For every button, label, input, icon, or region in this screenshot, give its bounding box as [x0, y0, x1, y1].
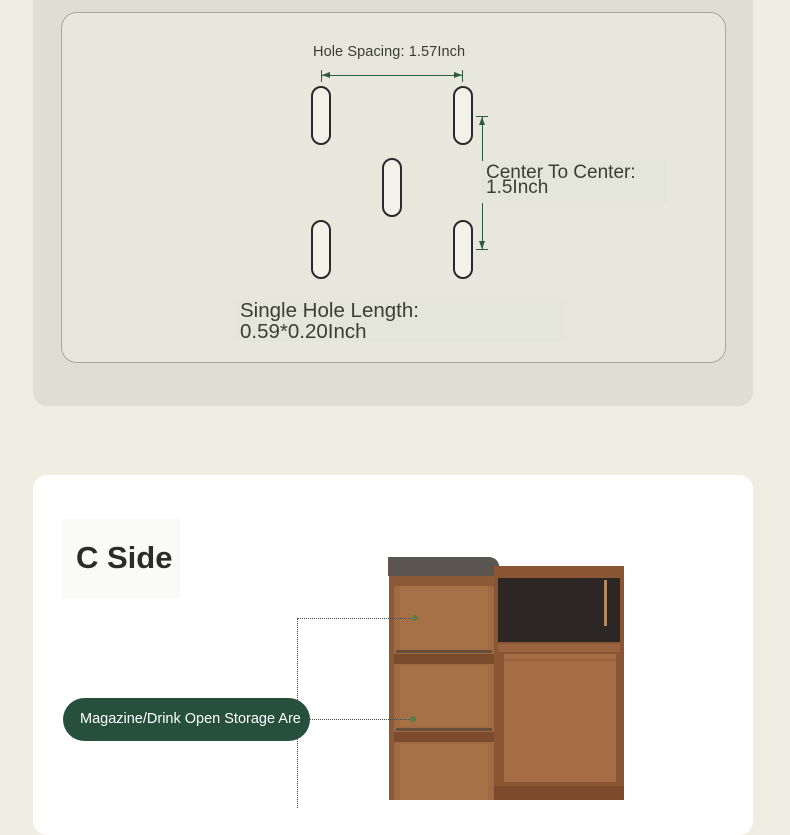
center-to-center-label: [481, 161, 667, 203]
single-hole-length-label: [236, 300, 564, 342]
hole-slot-bottom-left: [311, 220, 331, 279]
single-hole-line2: 0.59*0.20Inch: [240, 320, 367, 343]
hole-slot-top-right: [453, 86, 473, 145]
hole-slot-center: [382, 158, 402, 217]
hole-spacing-label: Hole Spacing: 1.57Inch: [313, 44, 466, 60]
cabinet-image: [380, 550, 630, 800]
single-hole-line1: Single Hole Length:: [240, 299, 419, 322]
hole-slot-top-left: [311, 86, 331, 145]
center-to-center-line2: 1.5Inch: [486, 177, 549, 198]
storage-callout-pill: Magazine/Drink Open Storage Are: [63, 698, 310, 741]
c-side-title: C Side: [76, 540, 173, 575]
hole-slot-bottom-right: [453, 220, 473, 279]
center-to-center-line1: Center To Center:: [486, 162, 636, 183]
